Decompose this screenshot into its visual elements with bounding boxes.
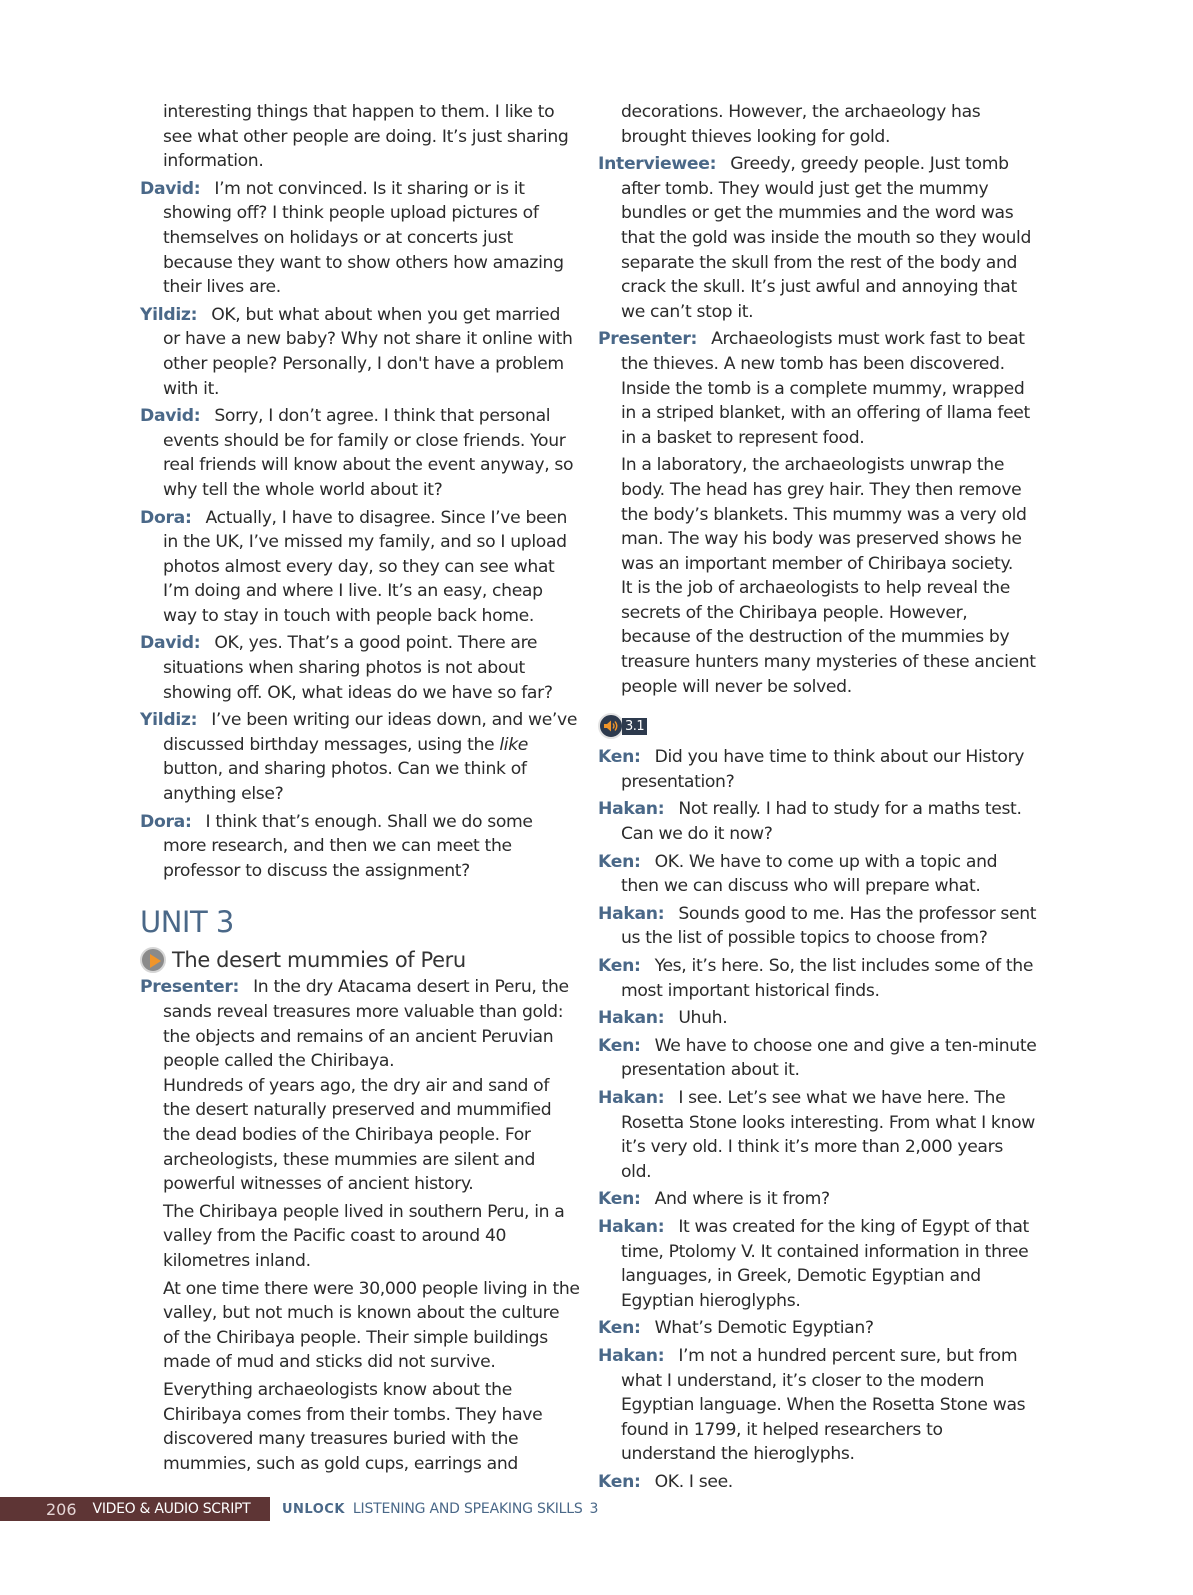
audio-track-marker (598, 713, 1038, 739)
dialogue-line (598, 954, 1038, 1003)
continuation-text: decorations. However, the archaeology has brought thieves looking for gold. (621, 102, 981, 147)
dialogue-line (598, 1034, 1038, 1083)
footer-book-info (282, 1499, 598, 1519)
dialogue-line (140, 177, 580, 300)
line-text: Sounds good to me. Has the professor sent us the list of possible topics to choose from? (621, 903, 1037, 949)
dialogue-line (598, 152, 1038, 324)
line-text: I think that’s enough. Shall we do some more research, and then we can meet the professor to discuss the assignment? (163, 811, 533, 881)
script-paragraph: It is the job of archaeologists to help reveal the secrets of the Chiribaya people. However, because of the destruction of the mummies by treasure hunters many mysteries of these ancient people will never be solved. (621, 578, 1036, 697)
play-icon[interactable] (140, 947, 166, 973)
dialogue-line (140, 404, 580, 502)
italic-word: like (499, 734, 529, 755)
line-text: Did you have time to think about our History presentation? (621, 747, 1025, 792)
continuation-text: interesting things that happen to them. I like to see what other people are doing. It’s just sharing information. (163, 102, 569, 172)
line-text: It was created for the king of Egypt of that time, Ptolomy V. It contained information in three languages, in Greek, Demotic Egyptian and Egyptian hieroglyphs. (621, 1216, 1029, 1311)
speaker-name: Ken: (598, 956, 641, 976)
book-title: LISTENING AND SPEAKING SKILLS (352, 1501, 583, 1517)
line-text: button, and sharing photos. Can we think of anything else? (163, 759, 527, 805)
speaker-name: Hakan: (598, 1008, 665, 1029)
dialogue-list (598, 745, 1038, 1494)
speaker-name: Yildiz: (140, 710, 198, 731)
line-text: Greedy, greedy people. Just tomb after tomb. They would just get the mummy bundles or get the mummies and the word was that the gold was inside the mouth so they would separate the skull from the rest of the body and crack the skull. It’s just awful and annoying that we can’t stop it. (621, 154, 1032, 322)
line-text: Actually, I have to disagree. Since I’ve been in the UK, I’ve missed my family, and so I upload photos almost every day, so they can see what I’m doing and where I live. It’s an easy, cheap way to stay in touch with people back home. (163, 507, 567, 626)
line-text: Sorry, I don’t agree. I think that personal events should be for family or close friends. Your real friends will know about the event anyway, so why tell the whole world about it? (163, 406, 574, 500)
footer-section-bar (0, 1497, 270, 1521)
dialogue-line (140, 708, 580, 806)
speaker-name: Yildiz: (140, 304, 198, 325)
dialogue-line (140, 631, 580, 705)
section-label: VIDEO & AUDIO SCRIPT (92, 1501, 251, 1517)
speaker-name: Ken: (598, 851, 641, 872)
speaker-name: Presenter: (140, 977, 240, 998)
line-text: What’s Demotic Egyptian? (654, 1318, 874, 1339)
dialogue-line (140, 810, 580, 884)
book-level: 3 (589, 1501, 599, 1517)
speaker-icon[interactable] (598, 713, 624, 739)
line-text: I see. Let’s see what we have here. The Rosetta Stone looks interesting. From what I know it’s very old. I think it’s more than 2,000 years old. (621, 1087, 1035, 1182)
dialogue-line (598, 327, 1038, 450)
line-text: OK. We have to come up with a topic and then we can discuss who will prepare what. (621, 851, 998, 897)
dialogue-line (598, 1215, 1038, 1313)
dialogue-line (598, 1316, 1038, 1341)
script-paragraph: In a laboratory, the archaeologists unwrap the body. The head has grey hair. They then remove the body’s blankets. This mummy was a very old man. The way his body was preserved shows he was an important member of Chiribaya society. (621, 455, 1027, 574)
dialogue-line (598, 1344, 1038, 1467)
line-text: I’m not a hundred percent sure, but from what I understand, it’s closer to the modern Egyptian language. When the Rosetta Stone was found in 1799, it helped researchers to understand the hieroglyphs. (621, 1345, 1026, 1465)
dialogue-line (140, 506, 580, 629)
line-text: OK, yes. That’s a good point. There are situations when sharing photos is not about showing off. OK, what ideas do we have so far? (163, 633, 553, 703)
speaker-name: Hakan: (598, 903, 665, 924)
speaker-name: Ken: (598, 1318, 641, 1339)
script-paragraph: Everything archaeologists know about the Chiribaya comes from their tombs. They have discovered many treasures buried with the mummies, such as gold cups, earrings and (163, 1379, 543, 1474)
line-text: Uhuh. (678, 1008, 728, 1029)
line-text: Yes, it’s here. So, the list includes some of the most important historical finds. (621, 956, 1034, 1001)
script-paragraph: Hundreds of years ago, the dry air and sand of the desert naturally preserved and mummified the dead bodies of the Chiribaya people. For archeologists, these mummies are silent and powerful witnesses of ancient history. (163, 1075, 552, 1195)
script-paragraph: The Chiribaya people lived in southern Peru, in a valley from the Pacific coast to around 40 kilometres inland. (163, 1201, 565, 1271)
page-number: 206 (46, 1499, 77, 1519)
line-text: In the dry Atacama desert in Peru, the sands reveal treasures more valuable than gold: the objects and remains of an ancient Peruvian people called the Chiribaya. (163, 977, 569, 1072)
speaker-name: Ken: (598, 1035, 641, 1056)
line-text: And where is it from? (654, 1189, 830, 1210)
dialogue-line (598, 850, 1038, 899)
brand-logo: UNLOCK (282, 1501, 345, 1517)
speaker-name: Hakan: (598, 1087, 665, 1108)
dialogue-line (598, 902, 1038, 951)
speaker-name: Dora: (140, 507, 192, 528)
dialogue-line (598, 797, 1038, 846)
speaker-name: David: (140, 633, 201, 654)
video-heading (140, 947, 580, 973)
script-paragraph: At one time there were 30,000 people living in the valley, but not much is known about the culture of the Chiribaya people. Their simple buildings made of mud and sticks did not survive. (163, 1278, 580, 1373)
dialogue-line (598, 745, 1038, 794)
left-column (140, 100, 580, 1479)
line-text: OK, but what about when you get married or have a new baby? Why not share it online with other people? Personally, I don't have a problem with it. (163, 304, 573, 399)
speaker-name: Ken: (598, 747, 641, 768)
track-number: 3.1 (622, 718, 647, 735)
line-text: I’ve been writing our ideas down, and we’ve discussed birthday messages, using the (163, 710, 578, 755)
dialogue-line (140, 303, 580, 401)
speaker-name: Interviewee: (598, 154, 717, 175)
right-column (598, 100, 1038, 1497)
speaker-name: Hakan: (598, 799, 665, 820)
dialogue-line (598, 1187, 1038, 1212)
speaker-name: David: (140, 406, 201, 427)
speaker-name: Ken: (598, 1471, 641, 1492)
speaker-name: David: (140, 178, 201, 199)
unit-heading: UNIT 3 (140, 905, 234, 940)
speaker-name: Hakan: (598, 1216, 665, 1237)
dialogue-line (140, 975, 580, 1073)
line-text: Not really. I had to study for a maths test. Can we do it now? (621, 799, 1022, 845)
dialogue-line (598, 1470, 1038, 1495)
line-text: Archaeologists must work fast to beat the thieves. A new tomb has been discovered. Inside the tomb is a complete mummy, wrapped in a striped blanket, with an offering of llama feet in a basket to represent food. (621, 329, 1030, 448)
speaker-name: Hakan: (598, 1345, 665, 1366)
line-text: We have to choose one and give a ten-minute presentation about it. (621, 1035, 1037, 1081)
video-title: The desert mummies of Peru (172, 948, 466, 973)
dialogue-line (598, 1086, 1038, 1184)
dialogue-line (598, 1006, 1038, 1031)
line-text: OK. I see. (654, 1471, 733, 1492)
line-text: I’m not convinced. Is it sharing or is it showing off? I think people upload pictures of themselves on holidays or at concerts just because they want to show others how amazing their lives are. (163, 178, 564, 298)
speaker-name: Dora: (140, 811, 192, 832)
speaker-name: Presenter: (598, 329, 698, 350)
speaker-name: Ken: (598, 1189, 641, 1210)
